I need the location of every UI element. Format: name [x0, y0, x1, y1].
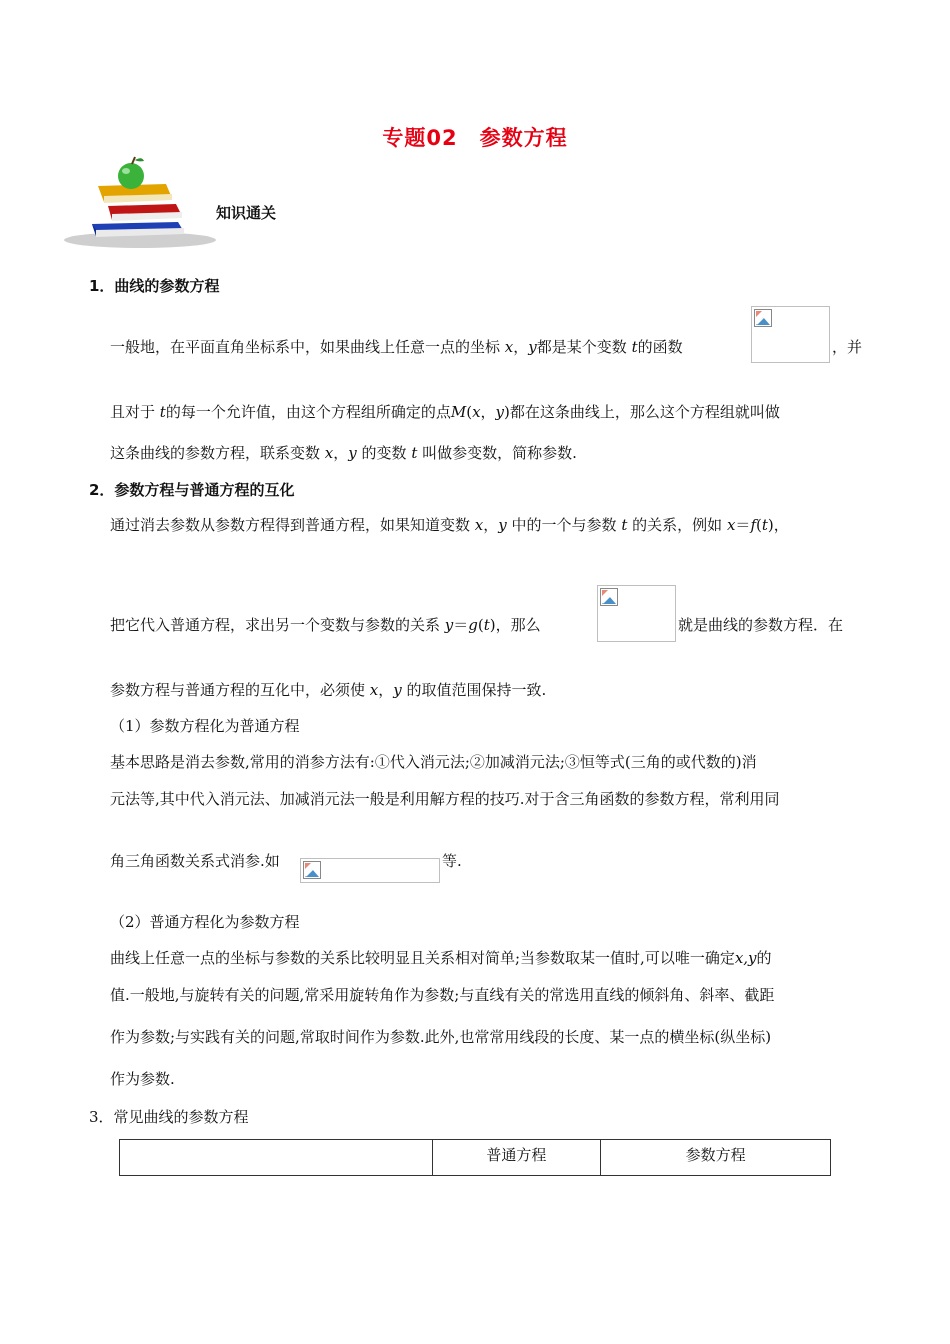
broken-image-icon: [303, 861, 321, 879]
s2-c-line-2: 值.一般地,与旋转有关的问题,常采用旋转角作为参数;与直线有关的常选用直线的倾斜角、斜率、截距: [110, 986, 775, 1004]
table-header-cell: 参数方程: [601, 1140, 831, 1176]
s2-line-2-end: 就是曲线的参数方程．在: [678, 616, 844, 634]
s1-paragraph-line-2: 且对于 t的每一个允许值，由这个方程组所确定的点M(x，y)都在这条曲线上，那么这个方程组就叫做: [110, 403, 780, 421]
formula-image-placeholder: [751, 306, 830, 363]
s1-line-1-end: ，并: [832, 338, 863, 356]
section-3-heading: 3．常见曲线的参数方程: [89, 1108, 249, 1126]
formula-image-placeholder: [300, 858, 440, 883]
table-header-cell: 普通方程: [432, 1140, 601, 1176]
s2-c-line-4: 作为参数.: [110, 1070, 175, 1088]
s2-body-line-1: 基本思路是消去参数,常用的消参方法有:①代入消元法;②加减消元法;③恒等式(三角的或代数的)消: [110, 753, 757, 771]
s1-paragraph-line-3: 这条曲线的参数方程，联系变数 x，y 的变数 t 叫做参变数，简称参数.: [110, 444, 577, 462]
broken-image-icon: [600, 588, 618, 606]
s2-paragraph-line-3: 参数方程与普通方程的互化中，必须使 x，y 的取值范围保持一致.: [110, 681, 547, 699]
subheading-2: （2）普通方程化为参数方程: [110, 913, 300, 931]
page-title: 专题02 参数方程: [382, 126, 568, 150]
s2-body-line-3: 角三角函数关系式消参.如: [110, 852, 280, 870]
s2-body-line-2: 元法等,其中代入消元法、加减消元法一般是利用解方程的技巧.对于含三角函数的参数方程，常利用同: [110, 790, 780, 808]
subheading-1: （1）参数方程化为普通方程: [110, 717, 300, 735]
s2-body-line-3-end: 等.: [442, 852, 462, 870]
section-1-heading: 1．曲线的参数方程: [89, 277, 220, 295]
curves-table: [119, 1139, 831, 1176]
section-2-heading: 2．参数方程与普通方程的互化: [89, 481, 295, 499]
table-header-cell: [120, 1140, 433, 1176]
s2-c-line-1: 曲线上任意一点的坐标与参数的关系比较明显且关系相对简单;当参数取某一值时,可以唯一确定x,y的: [110, 949, 772, 967]
s1-paragraph-line-1: 一般地，在平面直角坐标系中，如果曲线上任意一点的坐标 x，y都是某个变数 t的函数: [110, 338, 683, 356]
s2-paragraph-line-1: 通过消去参数从参数方程得到普通方程，如果知道变数 x，y 中的一个与参数 t 的关系，例如 x＝f(t)，: [110, 516, 789, 534]
formula-image-placeholder: [597, 585, 676, 642]
table-row: [120, 1140, 831, 1176]
section-label: 知识通关: [216, 204, 277, 222]
books-apple-icon: [58, 156, 218, 250]
s2-paragraph-line-2: 把它代入普通方程，求出另一个变数与参数的关系 y＝g(t)，那么: [110, 616, 541, 634]
broken-image-icon: [754, 309, 772, 327]
s2-c-line-3: 作为参数;与实践有关的问题,常取时间作为参数.此外,也常常用线段的长度、某一点的横坐标(纵坐标): [110, 1028, 772, 1046]
